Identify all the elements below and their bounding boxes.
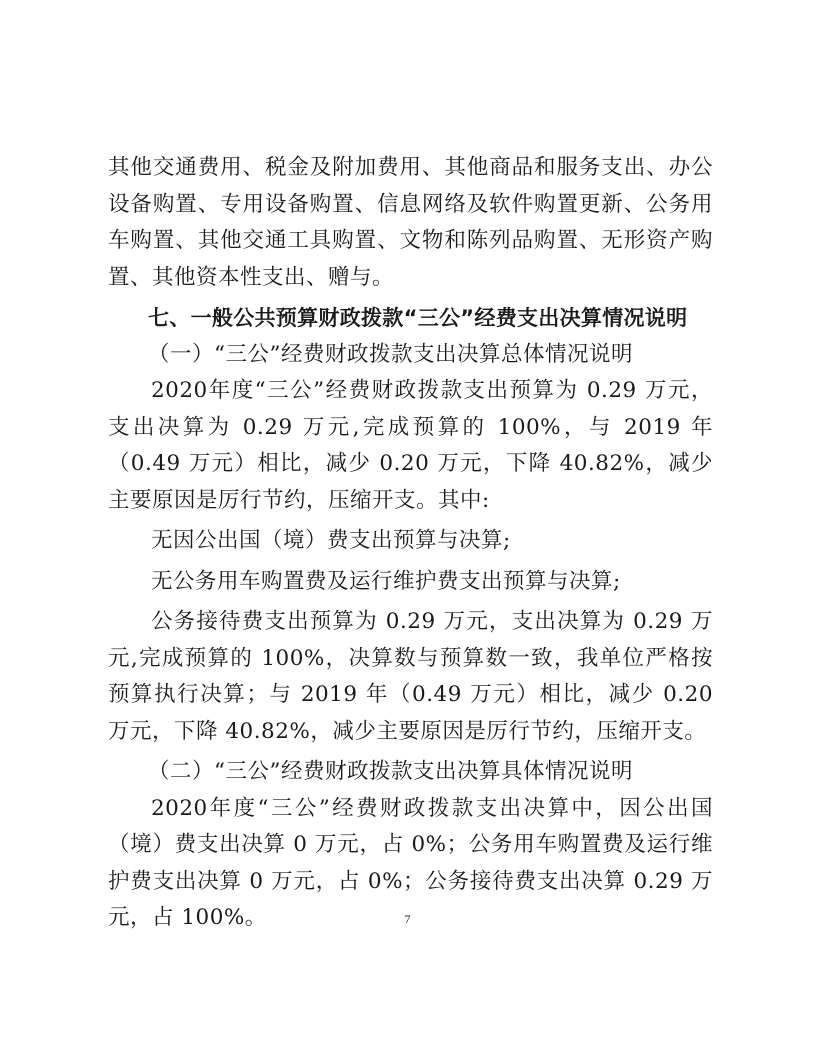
- paragraph-no-vehicle: 无公务用车购置费及运行维护费支出预算与决算;: [151, 568, 621, 594]
- subsection-heading-2: （二）“三公”经费财政拨款支出决算具体情况说明: [148, 759, 633, 784]
- paragraph-expense-list: 其他交通费用、税金及附加费用、其他商品和服务支出、办公设备购置、专用设备购置、信息网络及软件购置更新、公务用车购置、其他交通工具购置、文物和陈列品购置、无形资产购置、其他资本性支出、赠与。: [108, 155, 713, 290]
- section-heading: 七、一般公共预算财政拨款“三公”经费支出决算情况说明: [148, 306, 688, 330]
- document-body: [108, 150, 713, 937]
- paragraph-reception: 公务接待费支出预算为 0.29 万元，支出决算为 0.29 万元,完成预算的 100%，决算数与预算数一致，我单位严格按预算执行决算；与 2019 年（0.49 万元）相比，减少 0.20 万元，下降 40.82%，减少主要原因是厉行节约，压缩开支。: [108, 609, 713, 744]
- paragraph-overall: 2020年度“三公”经费财政拨款支出预算为 0.29 万元，支出决算为 0.29 万元,完成预算的 100%，与 2019 年（0.49 万元）相比，减少 0.20 万元，下降 40.82%，减少主要原因是厉行节约，压缩开支。其中:: [108, 378, 713, 513]
- page-number: 7: [404, 912, 411, 926]
- paragraph-detail: 2020年度“三公”经费财政拨款支出决算中，因公出国（境）费支出决算 0 万元，占 0%；公务用车购置费及运行维护费支出决算 0 万元，占 0%；公务接待费支出决算 0.29 万元，占 100%。: [108, 795, 713, 930]
- paragraph-no-overseas: 无因公出国（境）费支出预算与决算;: [151, 528, 511, 553]
- subsection-heading-1: （一）“三公”经费财政拨款支出决算总体情况说明: [148, 341, 633, 367]
